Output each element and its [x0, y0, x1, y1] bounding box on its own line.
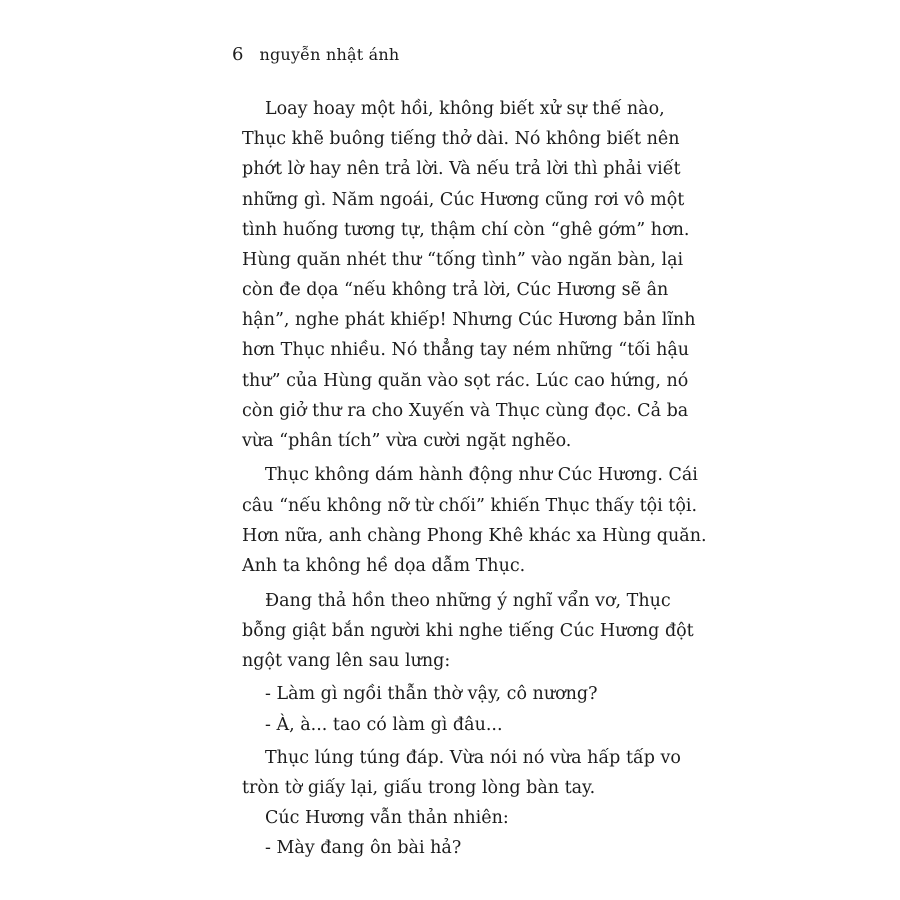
text-line: câu “nếu không nỡ từ chối” khiến Thục thấy tội tội. — [242, 495, 698, 516]
text-line: hận”, nghe phát khiếp! Nhưng Cúc Hương bản lĩnh — [242, 310, 696, 331]
text-line: bỗng giật bắn người khi nghe tiếng Cúc Hương đột — [242, 620, 694, 641]
text-line: Hùng quăn nhét thư “tống tình” vào ngăn bàn, lại — [242, 249, 684, 270]
text-line: Hơn nữa, anh chàng Phong Khê khác xa Hùng quăn. — [242, 525, 707, 546]
text-line: thư” của Hùng quăn vào sọt rác. Lúc cao hứng, nó — [242, 370, 689, 391]
text-line: Cúc Hương vẫn thản nhiên: — [265, 807, 509, 828]
text-line: Loay hoay một hồi, không biết xử sự thế nào, — [265, 99, 665, 119]
running-head — [232, 44, 399, 74]
text-line: còn đe dọa “nếu không trả lời, Cúc Hương sẽ ân — [242, 280, 669, 300]
text-line: Anh ta không hề dọa dẫm Thục. — [242, 555, 526, 576]
text-line: vừa “phân tích” vừa cười ngặt nghẽo. — [242, 430, 572, 451]
dialogue-line: - Mày đang ôn bài hả? — [265, 838, 462, 858]
text-line: Thục khẽ buông tiếng thở dài. Nó không biết nên — [242, 129, 680, 150]
text-line: Đang thả hồn theo những ý nghĩ vẩn vơ, Thục — [265, 590, 671, 611]
text-line: Thục lúng túng đáp. Vừa nói nó vừa hấp tấp vo — [265, 747, 681, 768]
author-name: nguyễn nhật ánh — [259, 45, 400, 64]
text-line: những gì. Năm ngoái, Cúc Hương cũng rơi vô một — [242, 189, 685, 210]
text-line: Thục không dám hành động như Cúc Hương. Cái — [265, 465, 698, 486]
text-line: hơn Thục nhiều. Nó thẳng tay ném những “tối hậu — [242, 340, 690, 361]
text-line: tròn tờ giấy lại, giấu trong lòng bàn tay. — [242, 777, 596, 798]
text-line: phớt lờ hay nên trả lời. Và nếu trả lời thì phải viết — [242, 159, 681, 180]
dialogue-line: - À, à... tao có làm gì đâu... — [265, 714, 503, 735]
text-line: tình huống tương tự, thậm chí còn “ghê gớm” hơn. — [242, 219, 690, 240]
text-line: còn giở thư ra cho Xuyến và Thục cùng đọc. Cả ba — [242, 400, 689, 421]
dialogue-line: - Làm gì ngồi thẫn thờ vậy, cô nương? — [265, 683, 598, 704]
text-line: ngột vang lên sau lưng: — [242, 650, 451, 671]
page-number: 6 — [232, 44, 244, 65]
